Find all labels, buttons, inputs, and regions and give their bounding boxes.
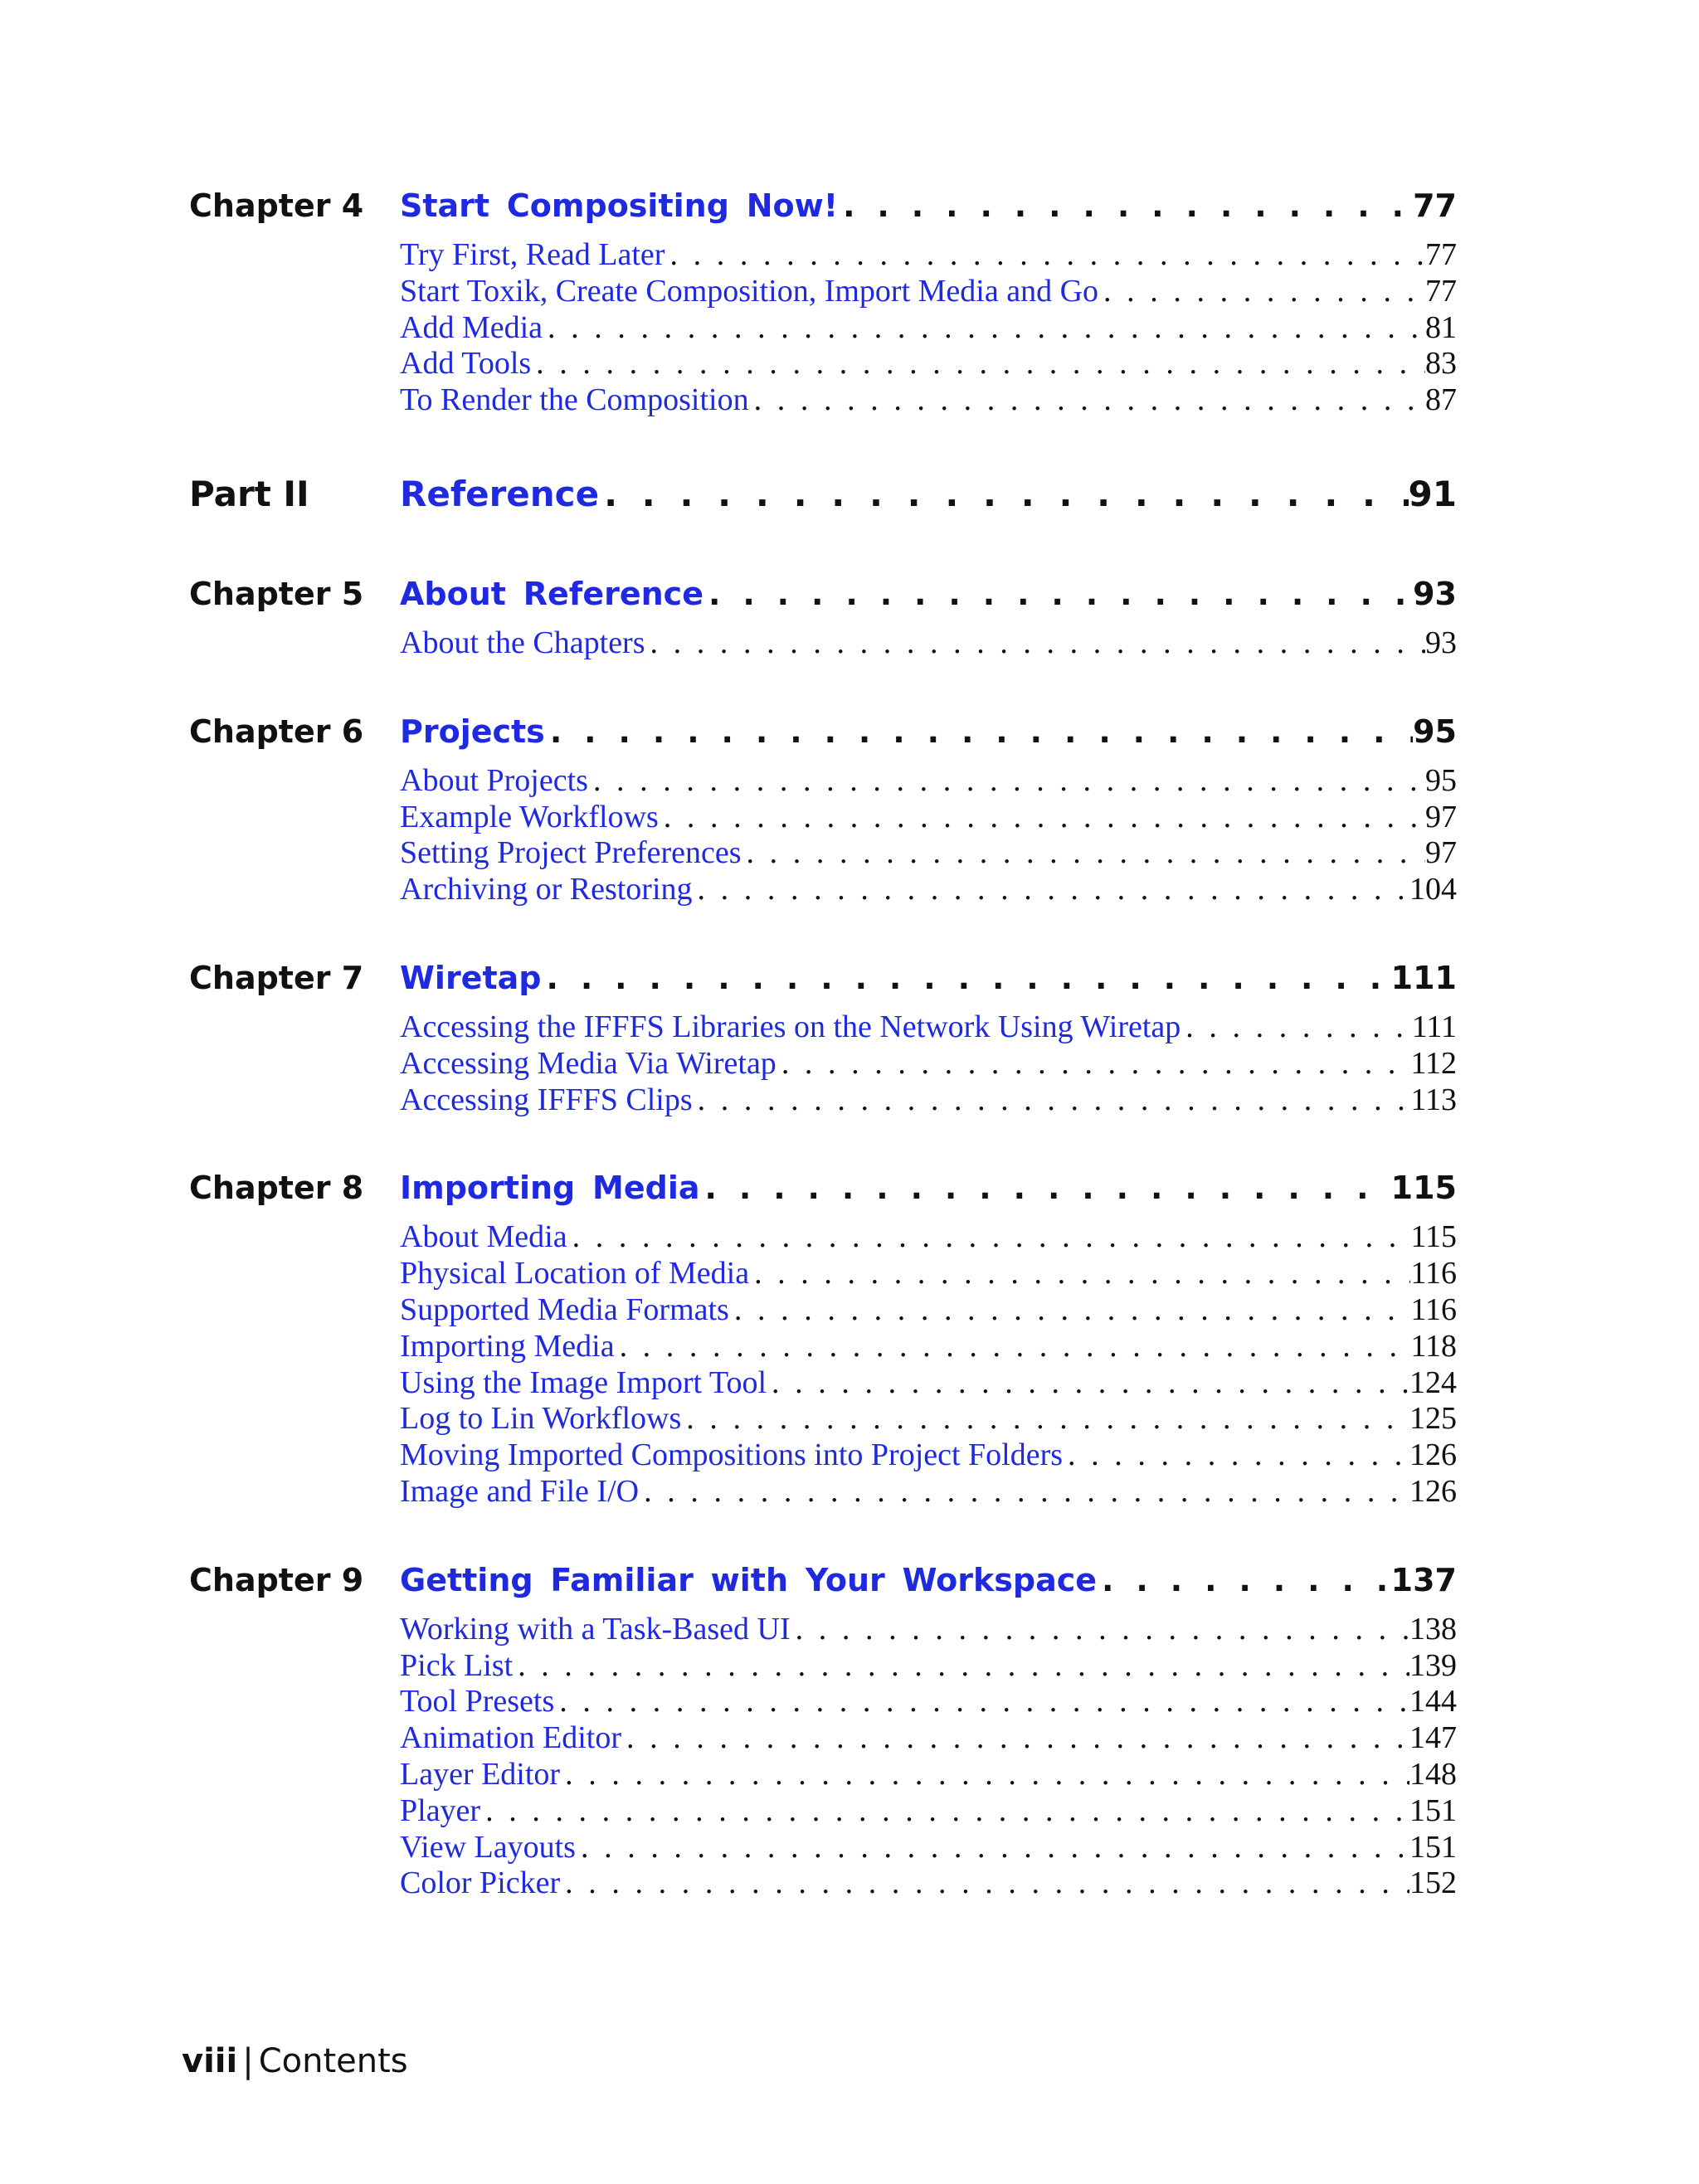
toc-entry-title[interactable]: About Projects	[400, 762, 588, 798]
toc-entry-page-number: 111	[1411, 1009, 1457, 1044]
toc-entry-link[interactable]	[400, 1329, 1457, 1365]
chapter-heading-link[interactable]	[400, 700, 1457, 763]
toc-entry-title[interactable]: Start Toxik, Create Composition, Import Media and Go	[400, 273, 1099, 309]
dot-leader	[545, 700, 1413, 763]
toc-entry-page-number: 151	[1409, 1792, 1457, 1828]
toc-entry-page-number: 138	[1409, 1611, 1457, 1647]
chapter-title[interactable]: Start Compositing Now!	[400, 187, 839, 224]
chapter-title[interactable]: About Reference	[400, 575, 703, 612]
dot-leader	[749, 1256, 1410, 1292]
toc-entry-link[interactable]	[400, 763, 1457, 800]
dot-leader	[560, 1865, 1409, 1902]
toc-entry-title[interactable]: Player	[400, 1792, 481, 1828]
toc-entry-page-number: 87	[1425, 382, 1457, 418]
chapter-page-number: 93	[1413, 575, 1457, 612]
chapter-label: Chapter 6	[189, 713, 364, 750]
toc-entry-link[interactable]	[400, 1474, 1457, 1510]
dot-leader	[615, 1329, 1411, 1365]
toc-entry-link[interactable]	[400, 1612, 1457, 1648]
toc-block-chapter-9	[189, 1549, 1457, 1902]
toc-entry-page-number: 118	[1410, 1328, 1457, 1364]
dot-leader	[567, 1219, 1411, 1256]
toc-entry-link[interactable]	[400, 1437, 1457, 1474]
toc-entry-title[interactable]: About Media	[400, 1219, 567, 1255]
footer-separator: |	[242, 2042, 254, 2080]
toc-entry-page-number: 97	[1425, 835, 1457, 871]
dot-leader	[776, 1046, 1411, 1082]
toc-entry-title[interactable]: Physical Location of Media	[400, 1256, 750, 1291]
toc-entry-title[interactable]: Try First, Read Later	[400, 237, 665, 272]
toc-entry-title[interactable]: Accessing IFFFS Clips	[400, 1082, 693, 1117]
toc-entry-link[interactable]	[400, 1292, 1457, 1329]
dot-leader	[543, 310, 1425, 347]
toc-entry-title[interactable]: Color Picker	[400, 1865, 561, 1901]
part-page-number: 91	[1408, 473, 1457, 514]
toc-entry-title[interactable]: Supported Media Formats	[400, 1291, 729, 1327]
toc-entry-title[interactable]: Setting Project Preferences	[400, 835, 742, 871]
part-label: Part II	[189, 473, 309, 514]
chapter-heading-link[interactable]	[400, 1156, 1457, 1219]
dot-leader	[665, 237, 1425, 274]
dot-leader	[767, 1365, 1409, 1402]
toc-entry-link[interactable]	[400, 872, 1457, 908]
block-spacer	[189, 1118, 1457, 1156]
toc-block-chapter-7	[189, 946, 1457, 1118]
block-spacer	[189, 908, 1457, 946]
toc-entry-page-number: 124	[1409, 1364, 1457, 1400]
toc-block-chapter-6	[189, 700, 1457, 908]
toc-entry-link[interactable]	[400, 1648, 1457, 1685]
toc-entry-page-number: 116	[1410, 1256, 1457, 1291]
chapter-entries	[400, 700, 1457, 908]
toc-block-chapter-5	[189, 562, 1457, 662]
toc-entry-page-number: 77	[1425, 273, 1457, 309]
toc-entry-title[interactable]: Importing Media	[400, 1328, 615, 1364]
toc-entry-link[interactable]	[400, 237, 1457, 274]
dot-leader	[703, 562, 1413, 625]
dot-leader	[554, 1684, 1409, 1720]
dot-leader	[791, 1612, 1409, 1648]
toc-entry-link[interactable]	[400, 625, 1457, 662]
chapter-entries	[400, 562, 1457, 662]
dot-leader	[576, 1830, 1409, 1866]
toc-entry-title[interactable]: Using the Image Import Tool	[400, 1364, 767, 1400]
toc-entry-page-number: 151	[1409, 1829, 1457, 1865]
toc-entry-link[interactable]	[400, 274, 1457, 310]
toc-block-chapter-8	[189, 1156, 1457, 1510]
toc-entry-link[interactable]	[400, 1793, 1457, 1830]
toc-entry-title[interactable]: To Render the Composition	[400, 382, 749, 418]
toc-entry-title[interactable]: Pick List	[400, 1647, 514, 1683]
chapter-title[interactable]: Projects	[400, 713, 545, 750]
toc-entry-page-number: 81	[1425, 309, 1457, 345]
dot-leader	[1097, 1549, 1391, 1612]
dot-leader	[621, 1720, 1409, 1757]
chapter-entries	[400, 946, 1457, 1118]
toc-entry-title[interactable]: Tool Presets	[400, 1684, 555, 1719]
chapter-title[interactable]: Importing Media	[400, 1170, 700, 1207]
dot-leader	[742, 835, 1425, 872]
toc-entry-page-number: 125	[1409, 1401, 1457, 1437]
dot-leader	[645, 625, 1425, 662]
chapter-title[interactable]: Wiretap	[400, 959, 542, 996]
part-heading-link[interactable]	[400, 463, 1457, 526]
dot-leader	[729, 1292, 1411, 1329]
chapter-page-number: 115	[1390, 1170, 1457, 1207]
toc-entry-link[interactable]	[400, 1684, 1457, 1720]
toc-entry-page-number: 112	[1410, 1045, 1457, 1081]
chapter-heading-link[interactable]	[400, 562, 1457, 625]
toc-entry-link[interactable]	[400, 1219, 1457, 1256]
toc-entry-title[interactable]: About the Chapters	[400, 625, 645, 660]
chapter-label: Chapter 9	[189, 1561, 364, 1598]
toc-entry-page-number: 147	[1409, 1720, 1457, 1756]
toc-entry-title[interactable]: Archiving or Restoring	[400, 872, 693, 907]
dot-leader	[693, 872, 1409, 908]
dot-leader	[560, 1757, 1409, 1793]
toc-entry-page-number: 113	[1410, 1082, 1457, 1117]
dot-leader	[1063, 1437, 1409, 1474]
chapter-entries	[400, 1156, 1457, 1510]
dot-leader	[838, 174, 1413, 237]
dot-leader	[681, 1401, 1409, 1437]
chapter-entries	[400, 1549, 1457, 1902]
toc-entry-title[interactable]: Add Media	[400, 309, 543, 345]
page-footer	[182, 2042, 408, 2080]
dot-leader	[700, 1156, 1391, 1219]
dot-leader	[513, 1648, 1409, 1685]
dot-leader	[541, 946, 1390, 1009]
dot-leader	[1181, 1009, 1412, 1046]
toc-entry-link[interactable]	[400, 1365, 1457, 1402]
toc-entry-page-number: 115	[1410, 1219, 1457, 1255]
toc-entry-link[interactable]	[400, 1401, 1457, 1437]
chapter-label: Chapter 7	[189, 959, 364, 996]
toc-entry-title[interactable]: Moving Imported Compositions into Project Folders	[400, 1437, 1064, 1473]
toc-entry-page-number: 95	[1425, 762, 1457, 798]
toc-entry-page-number: 77	[1425, 237, 1457, 272]
chapter-entries	[400, 174, 1457, 419]
toc-entry-page-number: 126	[1409, 1437, 1457, 1473]
dot-leader	[531, 346, 1425, 382]
toc-entry-link[interactable]	[400, 1865, 1457, 1902]
chapter-page-number: 77	[1413, 187, 1457, 224]
chapter-page-number: 111	[1390, 959, 1457, 996]
dot-leader	[480, 1793, 1409, 1830]
toc-entry-page-number: 148	[1409, 1756, 1457, 1792]
toc-entry-title[interactable]: Working with a Task-Based UI	[400, 1611, 791, 1647]
toc-entry-link[interactable]	[400, 1046, 1457, 1082]
toc-entry-title[interactable]: Log to Lin Workflows	[400, 1401, 682, 1437]
dot-leader	[659, 800, 1425, 836]
dot-leader	[639, 1474, 1409, 1510]
toc-entry-link[interactable]	[400, 1757, 1457, 1793]
toc-entry-link[interactable]	[400, 800, 1457, 836]
toc-entry-page-number: 152	[1409, 1865, 1457, 1901]
toc-block-part-2	[189, 463, 1457, 526]
chapter-page-number: 137	[1390, 1561, 1457, 1598]
toc-entry-title[interactable]: Example Workflows	[400, 799, 659, 834]
dot-leader	[588, 763, 1425, 800]
toc-entry-link[interactable]	[400, 346, 1457, 382]
dot-leader	[599, 463, 1408, 526]
dot-leader	[1098, 274, 1425, 310]
toc-entry-link[interactable]	[400, 835, 1457, 872]
block-spacer	[189, 1510, 1457, 1549]
toc-block-chapter-4	[189, 174, 1457, 419]
toc-entry-page-number: 93	[1425, 625, 1457, 660]
footer-section-title: Contents	[258, 2042, 408, 2080]
toc-entry-page-number: 126	[1409, 1473, 1457, 1509]
toc-entry-link[interactable]	[400, 382, 1457, 419]
toc-entry-page-number: 144	[1409, 1684, 1457, 1719]
toc-entry-page-number: 139	[1409, 1647, 1457, 1683]
toc-entry-title[interactable]: Accessing the IFFFS Libraries on the Network Using Wiretap	[400, 1009, 1181, 1044]
toc-entry-title[interactable]: Accessing Media Via Wiretap	[400, 1045, 776, 1081]
toc-entry-title[interactable]: Add Tools	[400, 346, 532, 382]
dot-leader	[749, 382, 1425, 419]
toc-entry-page-number: 83	[1425, 346, 1457, 382]
block-spacer	[189, 662, 1457, 700]
toc-entry-link[interactable]	[400, 1009, 1457, 1046]
toc-entry-link[interactable]	[400, 1720, 1457, 1757]
part-entries	[400, 463, 1457, 526]
chapter-label: Chapter 5	[189, 575, 364, 612]
chapter-page-number: 95	[1413, 713, 1457, 750]
block-spacer	[189, 419, 1457, 463]
block-spacer	[189, 526, 1457, 562]
table-of-contents	[189, 174, 1457, 1902]
toc-entry-title[interactable]: Image and File I/O	[400, 1473, 640, 1509]
chapter-heading-link[interactable]	[400, 946, 1457, 1009]
dot-leader	[693, 1082, 1411, 1119]
toc-entry-page-number: 97	[1425, 799, 1457, 834]
chapter-heading-link[interactable]	[400, 174, 1457, 237]
footer-page-number: viii	[182, 2042, 238, 2080]
chapter-label: Chapter 4	[189, 187, 364, 224]
toc-entry-link[interactable]	[400, 1082, 1457, 1119]
toc-entry-title[interactable]: View Layouts	[400, 1829, 576, 1865]
chapter-label: Chapter 8	[189, 1170, 364, 1207]
toc-entry-link[interactable]	[400, 1256, 1457, 1292]
toc-entry-link[interactable]	[400, 310, 1457, 347]
chapter-heading-link[interactable]	[400, 1549, 1457, 1612]
part-title[interactable]: Reference	[400, 473, 600, 514]
toc-entry-link[interactable]	[400, 1830, 1457, 1866]
toc-entry-title[interactable]: Animation Editor	[400, 1720, 622, 1756]
toc-entry-title[interactable]: Layer Editor	[400, 1756, 561, 1792]
chapter-title[interactable]: Getting Familiar with Your Workspace	[400, 1561, 1098, 1598]
toc-entry-page-number: 104	[1409, 872, 1457, 907]
toc-entry-page-number: 116	[1410, 1291, 1457, 1327]
